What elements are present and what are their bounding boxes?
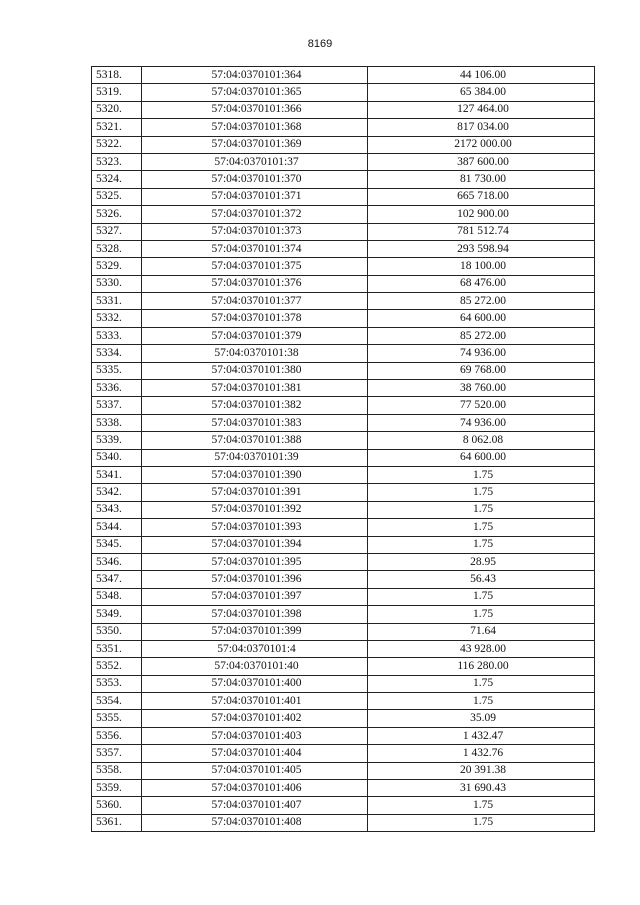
table-row: [92, 380, 595, 397]
cadastral-number: 57:04:0370101:388: [142, 432, 368, 449]
cadastral-number: 57:04:0370101:396: [142, 571, 368, 588]
cadastral-number: 57:04:0370101:402: [142, 710, 368, 727]
cadastral-number: 57:04:0370101:390: [142, 466, 368, 483]
row-number: 5354.: [92, 693, 142, 710]
table-row: [92, 745, 595, 762]
cadastral-number: 57:04:0370101:408: [142, 814, 368, 831]
cadastral-number: 57:04:0370101:383: [142, 414, 368, 431]
cadastral-number: 57:04:0370101:371: [142, 188, 368, 205]
cadastral-number: 57:04:0370101:401: [142, 693, 368, 710]
cadastral-value-table: [91, 66, 595, 832]
row-number: 5324.: [92, 171, 142, 188]
table-row: [92, 136, 595, 153]
row-number: 5357.: [92, 745, 142, 762]
row-number: 5331.: [92, 293, 142, 310]
cadastral-value: 781 512.74: [368, 223, 595, 240]
row-number: 5320.: [92, 101, 142, 118]
row-number: 5359.: [92, 780, 142, 797]
table-row: [92, 501, 595, 518]
cadastral-number: 57:04:0370101:39: [142, 449, 368, 466]
cadastral-number: 57:04:0370101:378: [142, 310, 368, 327]
cadastral-value: 71.64: [368, 623, 595, 640]
row-number: 5349.: [92, 606, 142, 623]
table-row: [92, 693, 595, 710]
cadastral-value: 1.75: [368, 484, 595, 501]
row-number: 5333.: [92, 327, 142, 344]
cadastral-number: 57:04:0370101:372: [142, 206, 368, 223]
cadastral-number: 57:04:0370101:381: [142, 380, 368, 397]
cadastral-number: 57:04:0370101:365: [142, 84, 368, 101]
cadastral-value: 38 760.00: [368, 380, 595, 397]
table-row: [92, 275, 595, 292]
table-row: [92, 240, 595, 257]
table-row: [92, 797, 595, 814]
cadastral-value: 44 106.00: [368, 67, 595, 84]
row-number: 5326.: [92, 206, 142, 223]
cadastral-number: 57:04:0370101:369: [142, 136, 368, 153]
table-row: [92, 606, 595, 623]
cadastral-value: 127 464.00: [368, 101, 595, 118]
cadastral-value: 77 520.00: [368, 397, 595, 414]
table-row: [92, 171, 595, 188]
table-row: [92, 153, 595, 170]
cadastral-value: 74 936.00: [368, 345, 595, 362]
cadastral-value: 1 432.47: [368, 727, 595, 744]
row-number: 5356.: [92, 727, 142, 744]
table-row: [92, 397, 595, 414]
table-row: [92, 327, 595, 344]
cadastral-value: 1.75: [368, 466, 595, 483]
row-number: 5348.: [92, 588, 142, 605]
row-number: 5351.: [92, 640, 142, 657]
cadastral-number: 57:04:0370101:375: [142, 258, 368, 275]
cadastral-number: 57:04:0370101:380: [142, 362, 368, 379]
row-number: 5335.: [92, 362, 142, 379]
row-number: 5329.: [92, 258, 142, 275]
cadastral-number: 57:04:0370101:398: [142, 606, 368, 623]
cadastral-value: 56.43: [368, 571, 595, 588]
cadastral-number: 57:04:0370101:395: [142, 553, 368, 570]
cadastral-value: 1 432.76: [368, 745, 595, 762]
cadastral-number: 57:04:0370101:405: [142, 762, 368, 779]
row-number: 5344.: [92, 519, 142, 536]
table-row: [92, 484, 595, 501]
table-row: [92, 345, 595, 362]
row-number: 5336.: [92, 380, 142, 397]
cadastral-value: 8 062.08: [368, 432, 595, 449]
table-row: [92, 258, 595, 275]
row-number: 5361.: [92, 814, 142, 831]
row-number: 5350.: [92, 623, 142, 640]
cadastral-value: 2172 000.00: [368, 136, 595, 153]
table-row: [92, 67, 595, 84]
cadastral-number: 57:04:0370101:366: [142, 101, 368, 118]
row-number: 5321.: [92, 119, 142, 136]
table-row: [92, 623, 595, 640]
cadastral-value: 1.75: [368, 519, 595, 536]
row-number: 5339.: [92, 432, 142, 449]
row-number: 5352.: [92, 658, 142, 675]
row-number: 5327.: [92, 223, 142, 240]
cadastral-value: 116 280.00: [368, 658, 595, 675]
cadastral-number: 57:04:0370101:373: [142, 223, 368, 240]
cadastral-number: 57:04:0370101:382: [142, 397, 368, 414]
table-row: [92, 466, 595, 483]
cadastral-number: 57:04:0370101:376: [142, 275, 368, 292]
table-row: [92, 519, 595, 536]
cadastral-value: 65 384.00: [368, 84, 595, 101]
cadastral-value: 665 718.00: [368, 188, 595, 205]
row-number: 5325.: [92, 188, 142, 205]
cadastral-value: 81 730.00: [368, 171, 595, 188]
table-row: [92, 223, 595, 240]
cadastral-number: 57:04:0370101:393: [142, 519, 368, 536]
table-row: [92, 710, 595, 727]
cadastral-number: 57:04:0370101:391: [142, 484, 368, 501]
table-row: [92, 727, 595, 744]
row-number: 5353.: [92, 675, 142, 692]
table-row: [92, 432, 595, 449]
table-row: [92, 571, 595, 588]
table-row: [92, 553, 595, 570]
table-row: [92, 362, 595, 379]
cadastral-value: 85 272.00: [368, 327, 595, 344]
row-number: 5358.: [92, 762, 142, 779]
table-row: [92, 206, 595, 223]
cadastral-value: 68 476.00: [368, 275, 595, 292]
row-number: 5334.: [92, 345, 142, 362]
cadastral-number: 57:04:0370101:40: [142, 658, 368, 675]
row-number: 5360.: [92, 797, 142, 814]
cadastral-number: 57:04:0370101:368: [142, 119, 368, 136]
cadastral-value: 1.75: [368, 675, 595, 692]
cadastral-value: 102 900.00: [368, 206, 595, 223]
row-number: 5319.: [92, 84, 142, 101]
cadastral-number: 57:04:0370101:407: [142, 797, 368, 814]
row-number: 5330.: [92, 275, 142, 292]
table-row: [92, 780, 595, 797]
table-row: [92, 536, 595, 553]
cadastral-value: 64 600.00: [368, 449, 595, 466]
cadastral-number: 57:04:0370101:403: [142, 727, 368, 744]
row-number: 5338.: [92, 414, 142, 431]
row-number: 5323.: [92, 153, 142, 170]
table-body: [92, 67, 595, 832]
table-row: [92, 188, 595, 205]
cadastral-value: 31 690.43: [368, 780, 595, 797]
table-row: [92, 84, 595, 101]
cadastral-value: 1.75: [368, 536, 595, 553]
cadastral-number: 57:04:0370101:38: [142, 345, 368, 362]
table-row: [92, 119, 595, 136]
table-row: [92, 588, 595, 605]
cadastral-number: 57:04:0370101:394: [142, 536, 368, 553]
table-row: [92, 293, 595, 310]
cadastral-value: 85 272.00: [368, 293, 595, 310]
table-row: [92, 449, 595, 466]
cadastral-value: 20 391.38: [368, 762, 595, 779]
row-number: 5345.: [92, 536, 142, 553]
cadastral-value: 1.75: [368, 693, 595, 710]
table-row: [92, 814, 595, 831]
cadastral-value: 1.75: [368, 797, 595, 814]
cadastral-number: 57:04:0370101:404: [142, 745, 368, 762]
table-row: [92, 762, 595, 779]
cadastral-number: 57:04:0370101:379: [142, 327, 368, 344]
cadastral-number: 57:04:0370101:399: [142, 623, 368, 640]
table-row: [92, 414, 595, 431]
cadastral-number: 57:04:0370101:377: [142, 293, 368, 310]
row-number: 5322.: [92, 136, 142, 153]
cadastral-value: 64 600.00: [368, 310, 595, 327]
cadastral-value: 1.75: [368, 588, 595, 605]
cadastral-number: 57:04:0370101:406: [142, 780, 368, 797]
row-number: 5355.: [92, 710, 142, 727]
cadastral-value: 35.09: [368, 710, 595, 727]
cadastral-number: 57:04:0370101:374: [142, 240, 368, 257]
cadastral-value: 817 034.00: [368, 119, 595, 136]
cadastral-value: 1.75: [368, 814, 595, 831]
cadastral-value: 293 598.94: [368, 240, 595, 257]
row-number: 5337.: [92, 397, 142, 414]
row-number: 5332.: [92, 310, 142, 327]
row-number: 5343.: [92, 501, 142, 518]
cadastral-value: 1.75: [368, 501, 595, 518]
cadastral-value: 1.75: [368, 606, 595, 623]
cadastral-value: 74 936.00: [368, 414, 595, 431]
cadastral-number: 57:04:0370101:370: [142, 171, 368, 188]
cadastral-number: 57:04:0370101:364: [142, 67, 368, 84]
cadastral-value: 387 600.00: [368, 153, 595, 170]
cadastral-value: 18 100.00: [368, 258, 595, 275]
row-number: 5328.: [92, 240, 142, 257]
row-number: 5346.: [92, 553, 142, 570]
cadastral-number: 57:04:0370101:397: [142, 588, 368, 605]
cadastral-number: 57:04:0370101:400: [142, 675, 368, 692]
cadastral-number: 57:04:0370101:4: [142, 640, 368, 657]
row-number: 5347.: [92, 571, 142, 588]
cadastral-value: 43 928.00: [368, 640, 595, 657]
page-number: 8169: [307, 38, 333, 50]
table-row: [92, 658, 595, 675]
table-row: [92, 675, 595, 692]
cadastral-value: 69 768.00: [368, 362, 595, 379]
cadastral-number: 57:04:0370101:392: [142, 501, 368, 518]
cadastral-number: 57:04:0370101:37: [142, 153, 368, 170]
row-number: 5340.: [92, 449, 142, 466]
row-number: 5342.: [92, 484, 142, 501]
table-row: [92, 310, 595, 327]
row-number: 5318.: [92, 67, 142, 84]
table-row: [92, 101, 595, 118]
table-row: [92, 640, 595, 657]
cadastral-value: 28.95: [368, 553, 595, 570]
row-number: 5341.: [92, 466, 142, 483]
